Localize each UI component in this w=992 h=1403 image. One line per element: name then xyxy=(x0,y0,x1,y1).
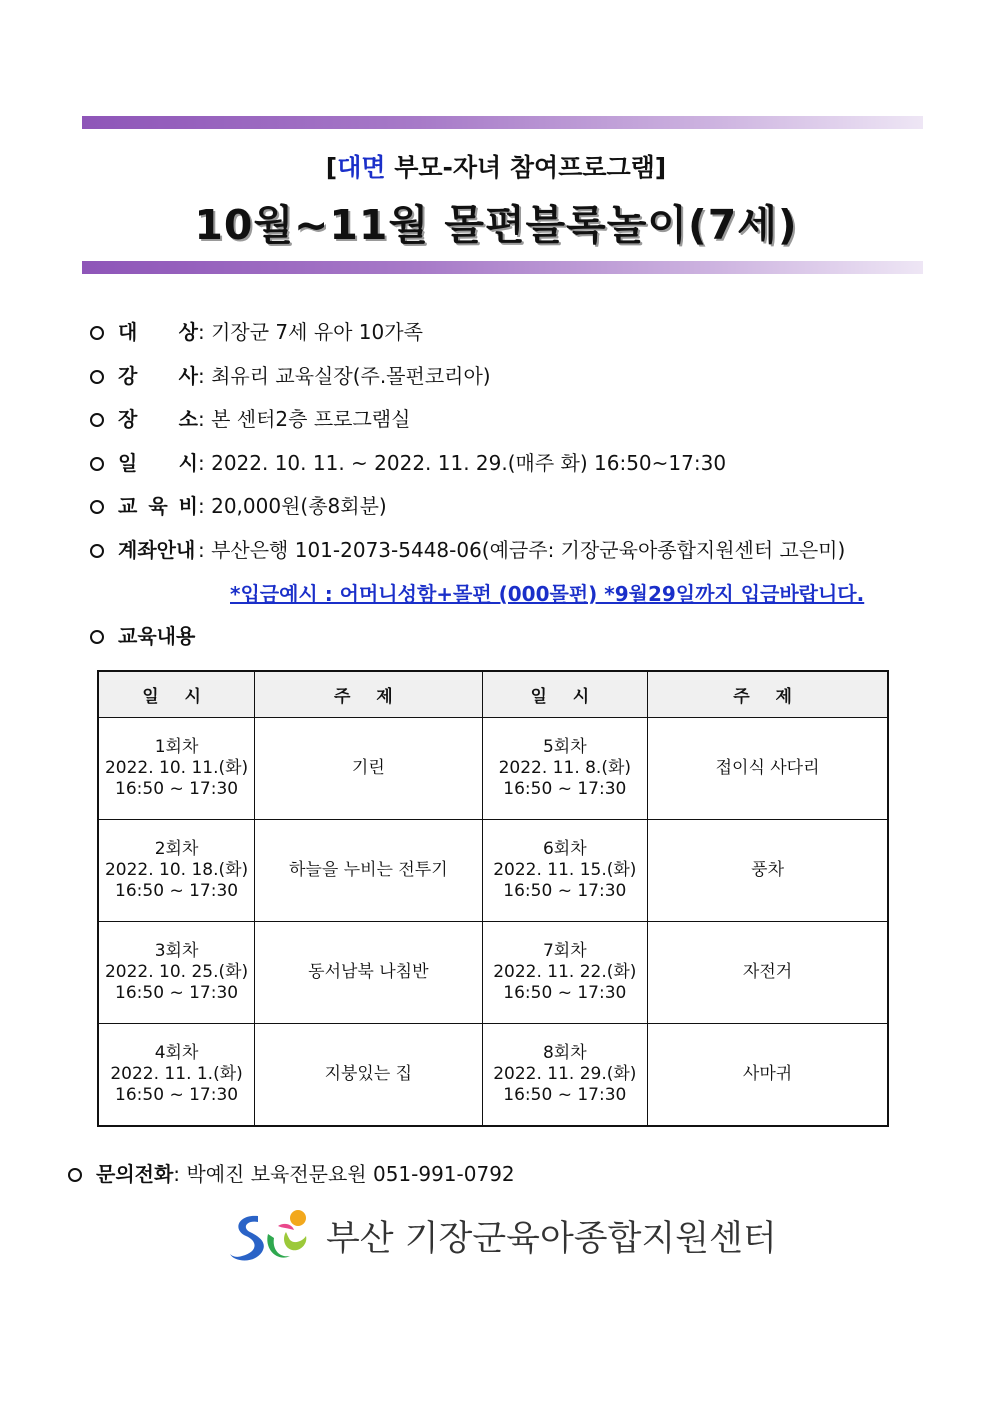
circle-bullet-icon xyxy=(90,630,104,644)
topic-cell: 기린 xyxy=(255,718,482,820)
topic-cell: 사마귀 xyxy=(648,1024,888,1127)
header-date: 일 시 xyxy=(98,671,255,718)
info-account xyxy=(90,534,845,563)
circle-bullet-icon xyxy=(90,544,104,558)
info-location xyxy=(90,403,410,432)
info-label: 강 사 xyxy=(118,364,198,388)
contact-label: 문의전화 xyxy=(96,1162,174,1186)
info-label: 장 소 xyxy=(118,407,198,431)
info-value: : 최유리 교육실장(주.몰펀코리아) xyxy=(198,364,491,388)
info-label: 교 육 비 xyxy=(118,494,198,518)
info-instructor xyxy=(90,360,491,389)
table-header-row xyxy=(98,671,888,718)
table-row xyxy=(98,922,888,1024)
session-cell: 5회차 2022. 11. 8.(화) 16:50 ~ 17:30 xyxy=(482,718,648,820)
table-row xyxy=(98,820,888,922)
subtitle-highlight: 대면 xyxy=(337,153,386,182)
header-date: 일 시 xyxy=(482,671,648,718)
session-cell: 7회차 2022. 11. 22.(화) 16:50 ~ 17:30 xyxy=(482,922,648,1024)
table-row xyxy=(98,1024,888,1127)
info-content-heading xyxy=(90,620,195,649)
info-value: : 기장군 7세 유아 10가족 xyxy=(198,320,423,344)
table-row xyxy=(98,718,888,820)
info-label: 일 시 xyxy=(118,451,198,475)
center-logo xyxy=(228,1206,777,1266)
info-value: : 20,000원(총8회분) xyxy=(198,494,387,518)
circle-bullet-icon xyxy=(90,413,104,427)
subtitle: [대면 부모-자녀 참여프로그램] xyxy=(325,153,667,182)
info-value: : 2022. 10. 11. ~ 2022. 11. 29.(매주 화) 16:50~17:30 xyxy=(198,451,727,475)
info-schedule xyxy=(90,447,726,476)
topic-cell: 풍차 xyxy=(648,820,888,922)
circle-bullet-icon xyxy=(90,370,104,384)
header-topic: 주 제 xyxy=(648,671,888,718)
header-bottom-bar xyxy=(82,261,923,274)
content-label: 교육내용 xyxy=(118,624,196,648)
session-cell: 6회차 2022. 11. 15.(화) 16:50 ~ 17:30 xyxy=(482,820,648,922)
header-topic: 주 제 xyxy=(255,671,482,718)
topic-cell: 동서남북 나침반 xyxy=(255,922,482,1024)
session-cell: 1회차 2022. 10. 11.(화) 16:50 ~ 17:30 xyxy=(98,718,255,820)
logo-text: 부산 기장군육아종합지원센터 xyxy=(326,1219,777,1259)
center-logo-icon xyxy=(228,1206,320,1266)
contact-info xyxy=(68,1158,515,1187)
circle-bullet-icon xyxy=(68,1168,82,1182)
info-target xyxy=(90,316,423,345)
circle-bullet-icon xyxy=(90,457,104,471)
topic-cell: 지붕있는 집 xyxy=(255,1024,482,1127)
topic-cell: 접이식 사다리 xyxy=(648,718,888,820)
info-value: : 본 센터2층 프로그램실 xyxy=(198,407,411,431)
topic-cell: 자전거 xyxy=(648,922,888,1024)
circle-bullet-icon xyxy=(90,326,104,340)
page-title: 10월~11월 몰편블록놀이(7세) xyxy=(194,201,798,249)
schedule-table xyxy=(97,670,889,1127)
circle-bullet-icon xyxy=(90,500,104,514)
info-value: : 부산은행 101-2073-5448-06(예금주: 기장군육아종합지원센터 고은미) xyxy=(198,538,846,562)
deposit-notice: *입금예시 : 어머니성함+몰펀 (000몰펀) *9월29일까지 입금바랍니다. xyxy=(230,582,865,606)
info-fee xyxy=(90,490,387,519)
header-top-bar xyxy=(82,116,923,129)
info-label: 계좌안내 xyxy=(118,538,196,562)
session-cell: 2회차 2022. 10. 18.(화) 16:50 ~ 17:30 xyxy=(98,820,255,922)
session-cell: 8회차 2022. 11. 29.(화) 16:50 ~ 17:30 xyxy=(482,1024,648,1127)
contact-value: : 박예진 보육전문요원 051-991-0792 xyxy=(173,1162,515,1186)
info-label: 대 상 xyxy=(118,320,198,344)
session-cell: 4회차 2022. 11. 1.(화) 16:50 ~ 17:30 xyxy=(98,1024,255,1127)
topic-cell: 하늘을 누비는 전투기 xyxy=(255,820,482,922)
session-cell: 3회차 2022. 10. 25.(화) 16:50 ~ 17:30 xyxy=(98,922,255,1024)
